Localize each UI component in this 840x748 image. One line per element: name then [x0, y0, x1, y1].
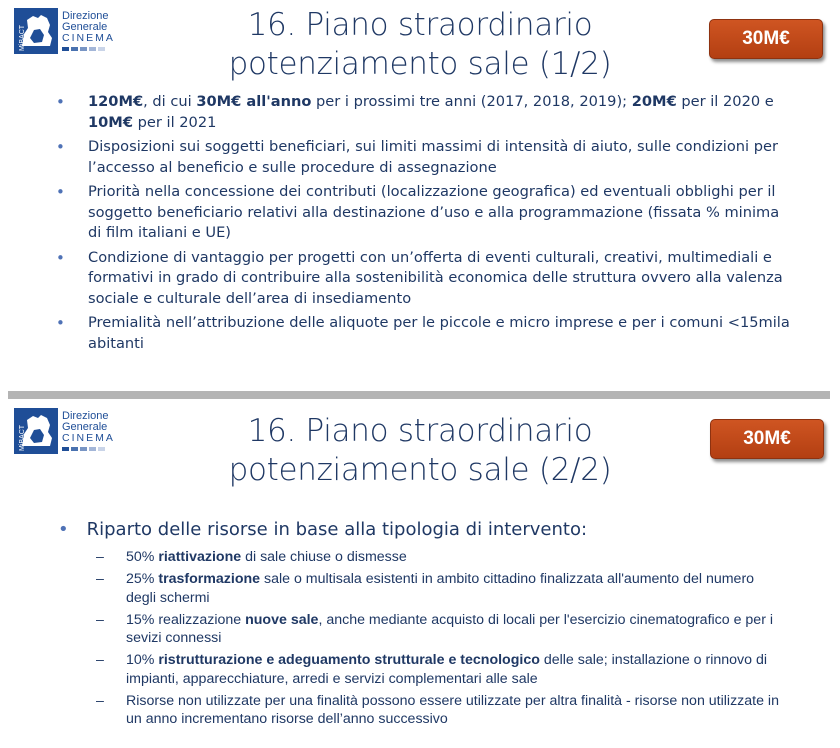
bullet-item — [56, 313, 796, 354]
emphasis-text: ristrutturazione e adeguamento strutturale e tecnologico — [158, 652, 540, 668]
logo-line-cinema: CINEMA — [62, 32, 115, 44]
emphasis-text: nuove sale — [245, 611, 319, 628]
bullet-item — [56, 137, 796, 178]
bullet-item — [56, 248, 796, 310]
item-text: , di cui — [143, 93, 197, 110]
mibact-emblem-icon — [14, 8, 58, 54]
item-text: 10% — [126, 652, 159, 668]
emphasis-text: 120M€ — [88, 93, 144, 110]
slide-2-title-line-1: 16. Piano straordinario — [247, 413, 593, 449]
item-text: Premialità nell’attribuzione delle aliquote per le piccole e micro imprese e per i comuni <15mila abitanti — [88, 314, 790, 352]
item-text: Condizione di vantaggio per progetti con un’offerta di eventi culturali, creativi, multimediali e formativi in grado di contribuire alla sostenibilità economica delle struttura ovvero alla valenza sociale e culturale dell’area di insediamento — [88, 248, 783, 307]
emphasis-text: 10M€ — [88, 113, 133, 131]
logo-line-cinema: CINEMA — [62, 432, 115, 444]
sub-bullet-item — [96, 570, 786, 607]
slide-2-title-line-2: potenziamento sale (2/2) — [228, 452, 612, 488]
bullet-item — [56, 92, 796, 133]
budget-badge: 30M€ — [709, 19, 823, 59]
budget-badge: 30M€ — [710, 419, 824, 459]
sub-bullet-item — [96, 651, 786, 688]
slide-1-title-line-1: 16. Piano straordinario — [247, 7, 593, 43]
slide-2-title — [180, 412, 660, 490]
allocation-sub-list — [96, 548, 786, 732]
item-text: 15% realizzazione — [126, 611, 246, 628]
logo-text — [62, 411, 115, 451]
logo-line-generale: Generale — [62, 21, 108, 33]
item-text: Priorità nella concessione dei contributi (localizzazione geografica) ed eventuali obblighi per il soggetto beneficiario relativi alla destinazione d’uso e alla programmazione (fissata % minima di film italiani e UE) — [88, 183, 780, 241]
bullet-item — [56, 182, 796, 244]
sub-bullet-item — [96, 611, 786, 648]
item-text: di sale chiuse o dismesse — [241, 549, 407, 565]
item-text: 50% — [126, 549, 159, 565]
sub-bullet-item — [96, 692, 786, 729]
item-text: sale o multisala esistenti in ambito cittadino finalizzata all'aumento del numero degli schermi — [126, 571, 755, 606]
dg-cinema-logo — [14, 8, 134, 54]
dg-cinema-logo — [14, 408, 134, 454]
emphasis-text: 20M€ — [631, 93, 677, 110]
item-text: per il 2020 e — [676, 93, 774, 110]
item-text: delle sale; installazione o rinnovo di impianti, apparecchiature, arredi e servizi complementari alle sale — [126, 652, 768, 687]
logo-color-bar — [62, 447, 115, 451]
svg-text:MiBACT: MiBACT — [19, 24, 26, 51]
logo-line-generale: Generale — [62, 421, 108, 433]
item-text: Risorse non utilizzate per una finalità possono essere utilizzate per altra finalità - risorse non utilizzate in un anno incrementano risorse dell’anno successivo — [126, 692, 779, 727]
logo-text — [62, 11, 115, 51]
slide-2 — [0, 400, 840, 748]
allocation-heading-text: Riparto delle risorse in base alla tipologia di intervento: — [86, 519, 588, 540]
item-text: per il 2021 — [133, 113, 217, 131]
slide-1-title-line-2: potenziamento sale (1/2) — [228, 46, 612, 82]
emphasis-text: riattivazione — [158, 549, 242, 565]
logo-color-bar — [62, 47, 115, 51]
bullet-dot: • — [58, 519, 69, 540]
slide-separator — [8, 391, 830, 399]
item-text: 25% — [126, 571, 159, 587]
logo-line-direzione: Direzione — [62, 10, 109, 22]
mibact-emblem-icon — [14, 408, 58, 454]
item-text: , anche mediante acquisto di locali per l'esercizio cinematografico e per i sevizi connessi — [126, 611, 774, 646]
svg-text:MiBACT: MiBACT — [19, 424, 26, 451]
sub-bullet-item — [96, 548, 786, 567]
item-text: Disposizioni sui soggetti beneficiari, sui limiti massimi di intensità di aiuto, sulle condizioni per l’accesso al beneficio e sulle procedure di assegnazione — [88, 138, 778, 176]
emphasis-text: trasformazione — [158, 571, 261, 587]
logo-line-direzione: Direzione — [62, 410, 109, 422]
emphasis-text: 30M€ all'anno — [196, 93, 312, 110]
slide-1-bullet-list — [56, 92, 796, 358]
item-text: per i prossimi tre anni (2017, 2018, 2019); — [311, 93, 632, 110]
allocation-heading — [58, 519, 587, 540]
slide-1-title — [180, 6, 660, 84]
